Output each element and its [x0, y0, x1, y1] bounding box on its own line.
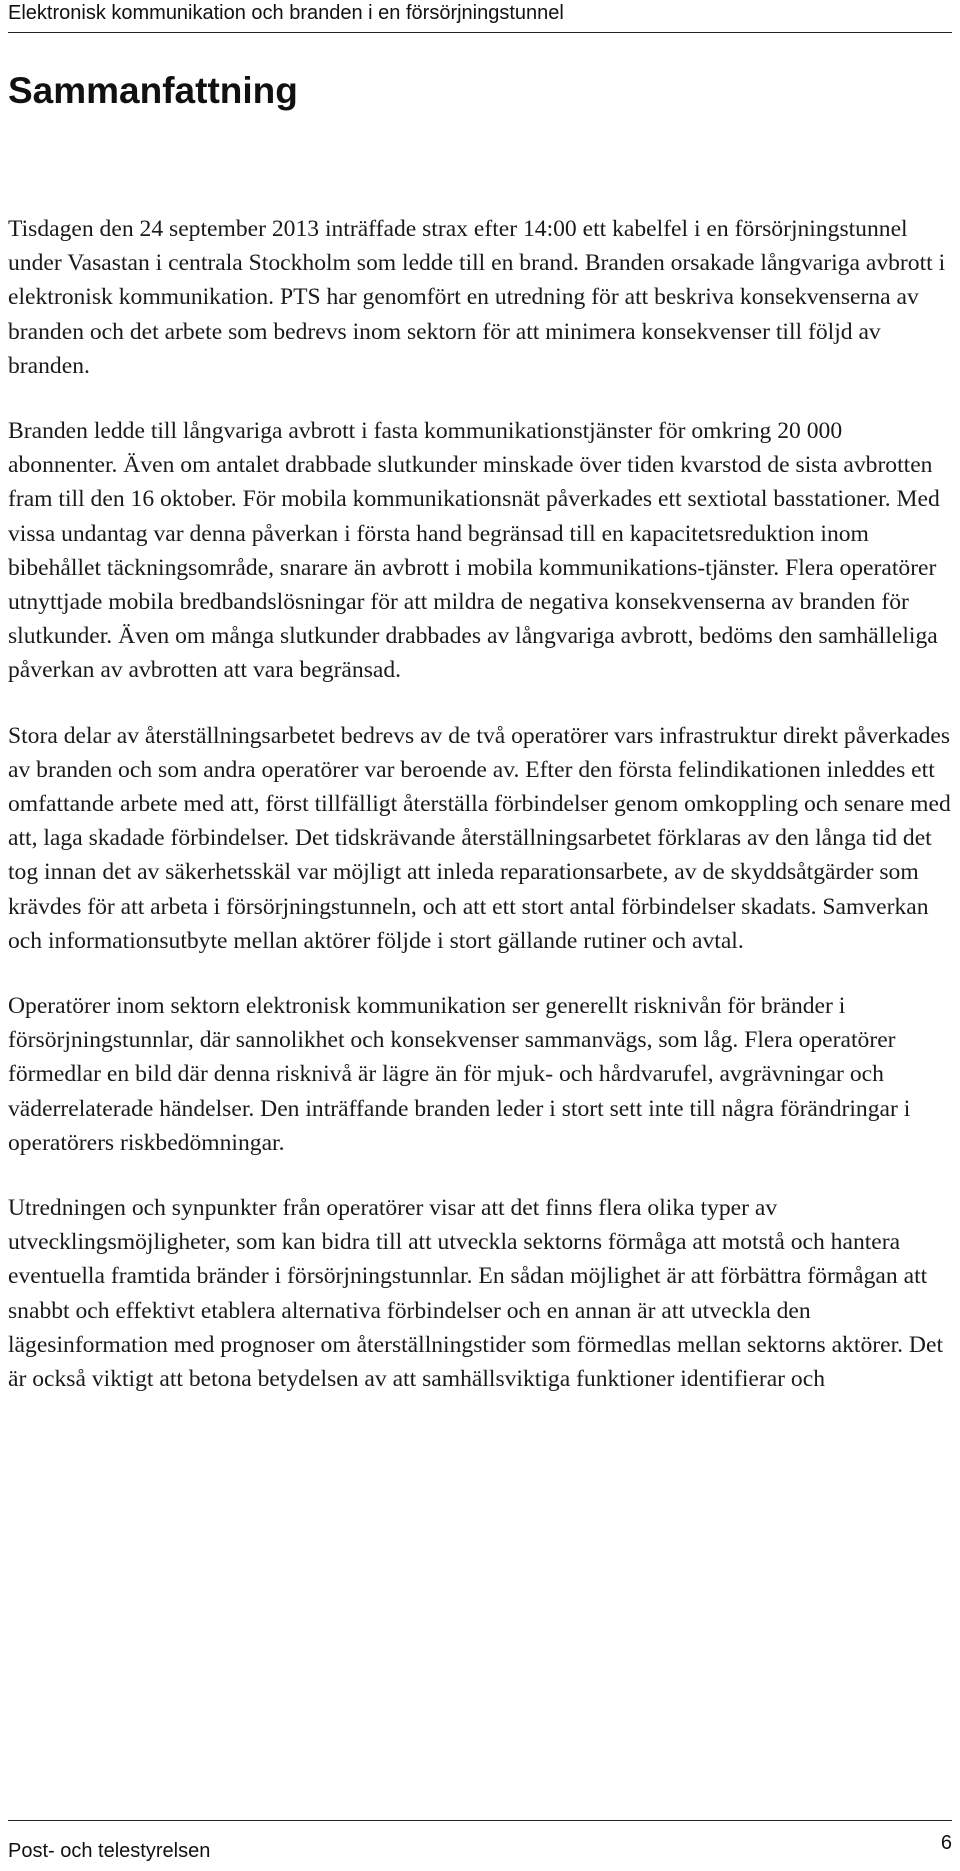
- page-number: 6: [940, 1832, 952, 1854]
- body-text: [8, 212, 954, 1427]
- section-title: Sammanfattning: [8, 70, 298, 111]
- paragraph: Stora delar av återställningsarbetet bedrevs av de två operatörer vars infrastruktur direkt påverkades av branden och som andra operatörer var beroende av. Efter den första felindikationen inleddes ett omfattande arbete med att, först tillfälligt återställa förbindelser genom omkoppling och senare med att, laga skadade förbindelser. Det tidskrävande återställningsarbetet förklaras av den långa tid det tog innan det av säkerhetsskäl var möjligt att inleda reparationsarbete, av de skyddsåtgärder som krävdes för att arbeta i försörjningstunneln, och att ett stort antal förbindelser skadats. Samverkan och informationsutbyte mellan aktörer följde i stort gällande rutiner och avtal.: [8, 722, 951, 954]
- paragraph: Tisdagen den 24 september 2013 inträffade strax efter 14:00 ett kabelfel i en försörjningstunnel under Vasastan i centrala Stockholm som ledde till en brand. Branden orsakade långvariga avbrott i elektronisk kommunikation. PTS har genomfört en utredning för att beskriva konsekvenserna av branden och det arbete som bedrevs inom sektorn för att minimera konsekvenser till följd av branden.: [8, 216, 946, 379]
- footer-divider: [8, 1820, 952, 1821]
- paragraph: Branden ledde till långvariga avbrott i fasta kommunikationstjänster för omkring 20 000 abonnenter. Även om antalet drabbade slutkunder minskade över tiden kvarstod de sista avbrotten fram till den 16 oktober. För mobila kommunikationsnät påverkades ett sextiotal basstationer. Med vissa undantag var denna påverkan i första hand begränsad till en kapacitetsreduktion inom bibehållet täckningsområde, snarare än avbrott i mobila kommunikations-tjänster. Flera operatörer utnyttjade mobila bredbandslösningar för att mildra de negativa konsekvenserna av branden för slutkunder. Även om många slutkunder drabbades av långvariga avbrott, bedöms den samhälleliga påverkan av avbrotten att vara begränsad.: [8, 418, 940, 684]
- running-header: Elektronisk kommunikation och branden i en försörjningstunnel: [8, 0, 952, 33]
- footer-organization: Post- och telestyrelsen: [8, 1840, 211, 1862]
- paragraph: Utredningen och synpunkter från operatörer visar att det finns flera olika typer av utvecklingsmöjligheter, som kan bidra till att utveckla sektorns förmåga att motstå och hantera eventuella framtida bränder i försörjningstunnlar. En sådan möjlighet är att förbättra förmågan att snabbt och effektivt etablera alternativa förbindelser och en annan är att utveckla den lägesinformation med prognoser om återställningstider som förmedlas mellan sektorns aktörer. Det är också viktigt att betona betydelsen av att samhällsviktiga funktioner identifierar och: [8, 1195, 943, 1393]
- paragraph: Operatörer inom sektorn elektronisk kommunikation ser generellt risknivån för bränder i försörjningstunnlar, där sannolikhet och konsekvenser sammanvägs, som låg. Flera operatörer förmedlar en bild där denna risknivå är lägre än för mjuk- och hårdvarufel, avgrävningar och väderrelaterade händelser. Den inträffande branden leder i stort sett inte till några förändringar i operatörers riskbedömningar.: [8, 993, 911, 1156]
